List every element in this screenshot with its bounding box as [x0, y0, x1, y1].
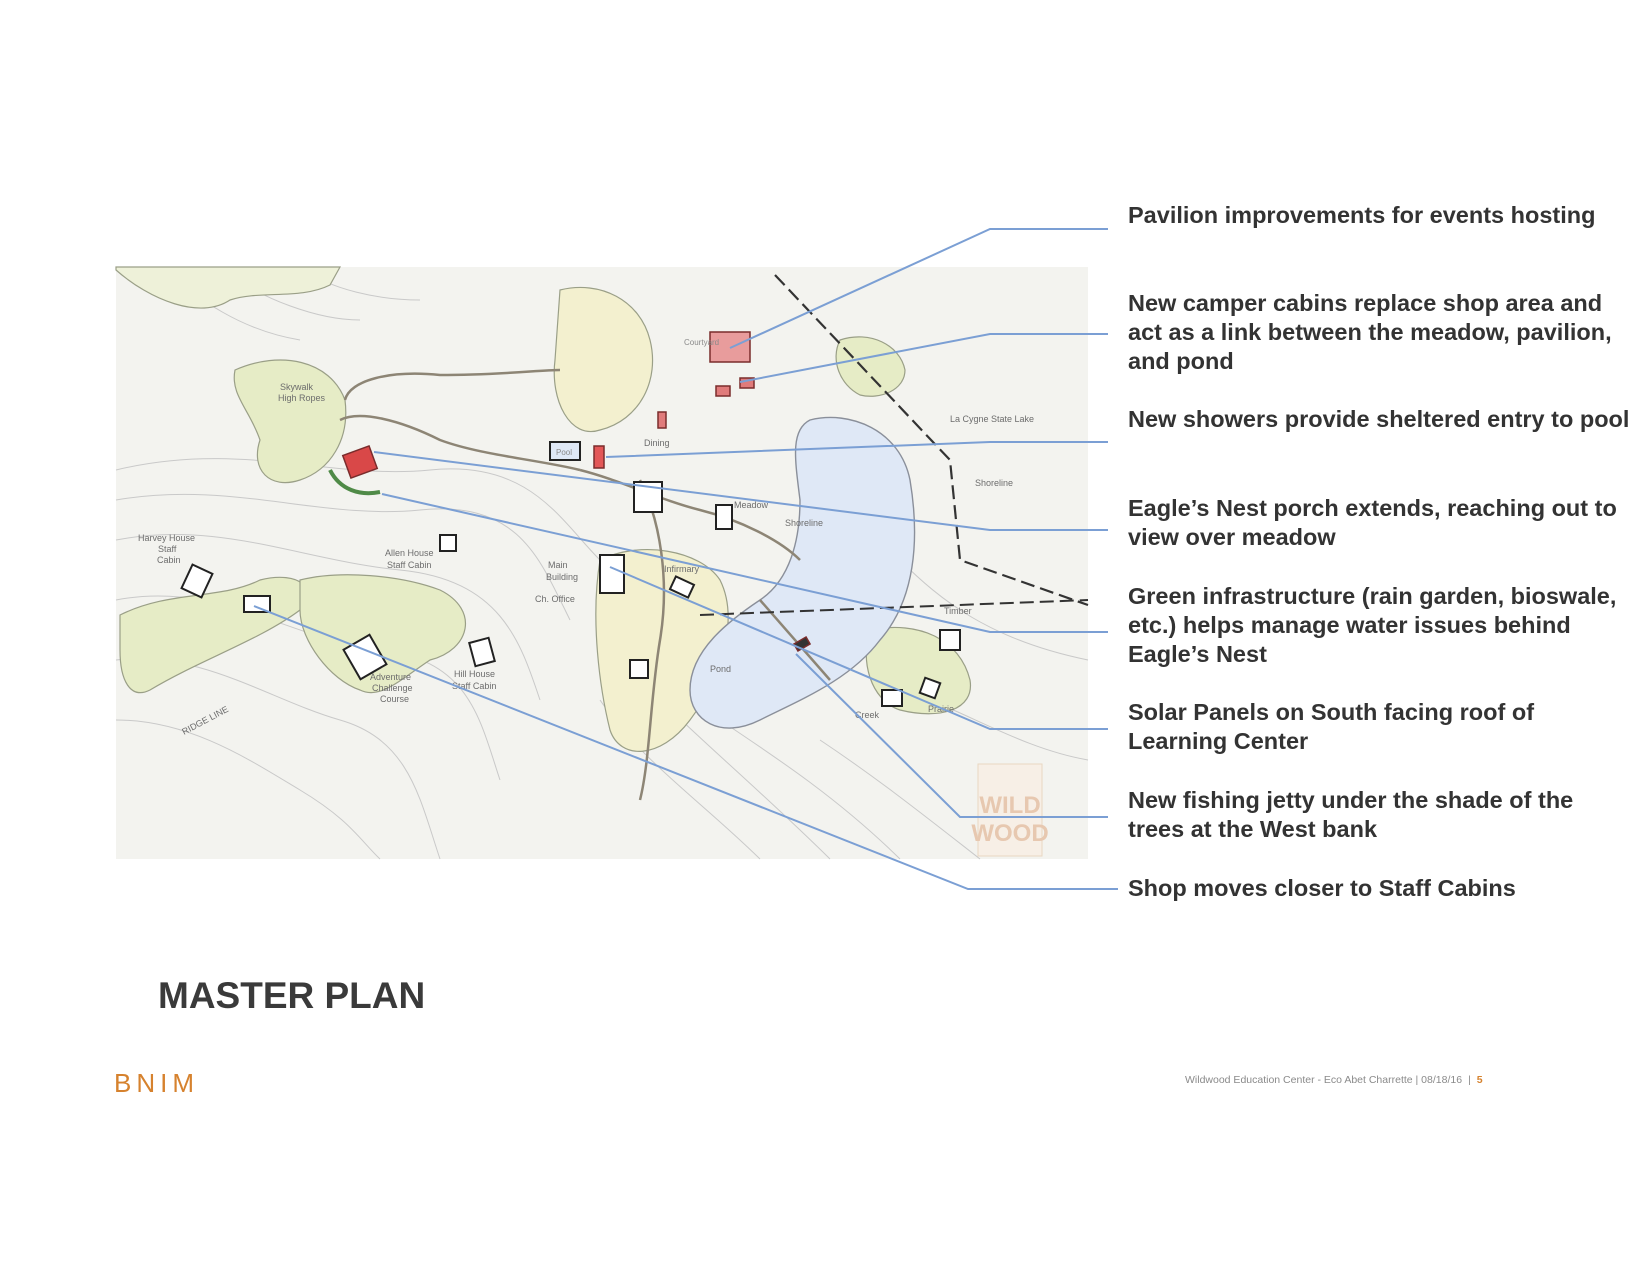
- page-number: 5: [1476, 1074, 1483, 1086]
- callout-camper-cabins: New camper cabins replace shop area and act as a link between the meadow, pavilion, and pond: [1128, 290, 1612, 374]
- map-label-allen-house: Allen House: [385, 548, 434, 558]
- stamp-wild: WILD: [979, 792, 1041, 819]
- relocated-shop: [244, 596, 270, 612]
- map-label-dining: Dining: [644, 438, 670, 448]
- map-label-ridge-line: RIDGE LINE: [180, 703, 230, 737]
- map-label-cabin: Cabin: [157, 555, 181, 565]
- callout-solar-panels: Solar Panels on South facing roof of Learning Center: [1128, 699, 1535, 754]
- callout-fishing-jetty: New fishing jetty under the shade of the trees at the West bank: [1128, 787, 1574, 842]
- map-label-pond: Pond: [710, 664, 732, 674]
- allen-house-cabin: [440, 535, 456, 551]
- map-label-challenge: Challenge: [372, 683, 413, 693]
- map-label-courtyard: Courtyard: [684, 338, 720, 347]
- callout-pavilion: Pavilion improvements for events hosting: [1128, 202, 1596, 228]
- map-label-timber: Timber: [944, 606, 972, 616]
- map-label-harvey-house: Harvey House: [138, 533, 196, 543]
- map-label-staff-cabin: Staff Cabin: [387, 560, 432, 570]
- map-label-shoreline: Shoreline: [785, 518, 824, 528]
- footer: [1185, 1074, 1505, 1086]
- map-label-main: Main: [548, 560, 568, 570]
- map-label-office: Ch. Office: [535, 594, 575, 604]
- wildwood-stamp: [971, 764, 1048, 856]
- timber-cabin: [940, 630, 960, 650]
- learning-center: [600, 555, 624, 593]
- footer-separator: |: [1468, 1074, 1471, 1086]
- meadow-cabin: [716, 505, 732, 529]
- map-label-la-cygne: La Cygne State Lake: [950, 414, 1035, 424]
- page-title: MASTER PLAN: [158, 975, 426, 1016]
- bnim-logo: BNIM: [114, 1068, 199, 1098]
- map-label-staff: Staff: [158, 544, 177, 554]
- map-label-building: Building: [546, 572, 579, 582]
- stamp-wood: WOOD: [971, 820, 1049, 847]
- map-label-meadow: Meadow: [734, 500, 769, 510]
- lakeside-cabin: [630, 660, 648, 678]
- new-cabin: [716, 386, 730, 396]
- callout-shop: Shop moves closer to Staff Cabins: [1128, 875, 1516, 901]
- map-label-high-ropes: High Ropes: [278, 393, 326, 403]
- callout-showers: New showers provide sheltered entry to pool: [1128, 406, 1630, 432]
- map-label-shoreline-east: Shoreline: [975, 478, 1014, 488]
- map-label-hill-house: Hill House: [454, 669, 496, 679]
- callout-eagles-nest: Eagle’s Nest porch extends, reaching out to view over meadow: [1128, 495, 1617, 550]
- map-label-prairie: Prairie: [928, 704, 955, 714]
- new-cabin-3: [658, 412, 666, 428]
- map-label-adventure: Adventure: [370, 672, 412, 682]
- map-label-pool: Pool: [556, 448, 573, 457]
- callout-green-infrastructure: Green infrastructure (rain garden, bioswale, etc.) helps manage water issues behind Eagle’s Nest: [1128, 583, 1617, 667]
- map-label-hill-cabin: Staff Cabin: [452, 681, 497, 691]
- map-label-creek: Creek: [855, 710, 880, 720]
- map-label-skywalk: Skywalk: [280, 382, 314, 392]
- new-showers: [594, 446, 604, 468]
- site-map: [116, 267, 1088, 859]
- map-label-course: Course: [380, 694, 410, 704]
- map-label-infirmary: Infirmary: [664, 564, 700, 574]
- creek-cabin: [882, 690, 902, 706]
- footer-text: Wildwood Education Center - Eco Abet Charrette | 08/18/16: [1185, 1074, 1463, 1086]
